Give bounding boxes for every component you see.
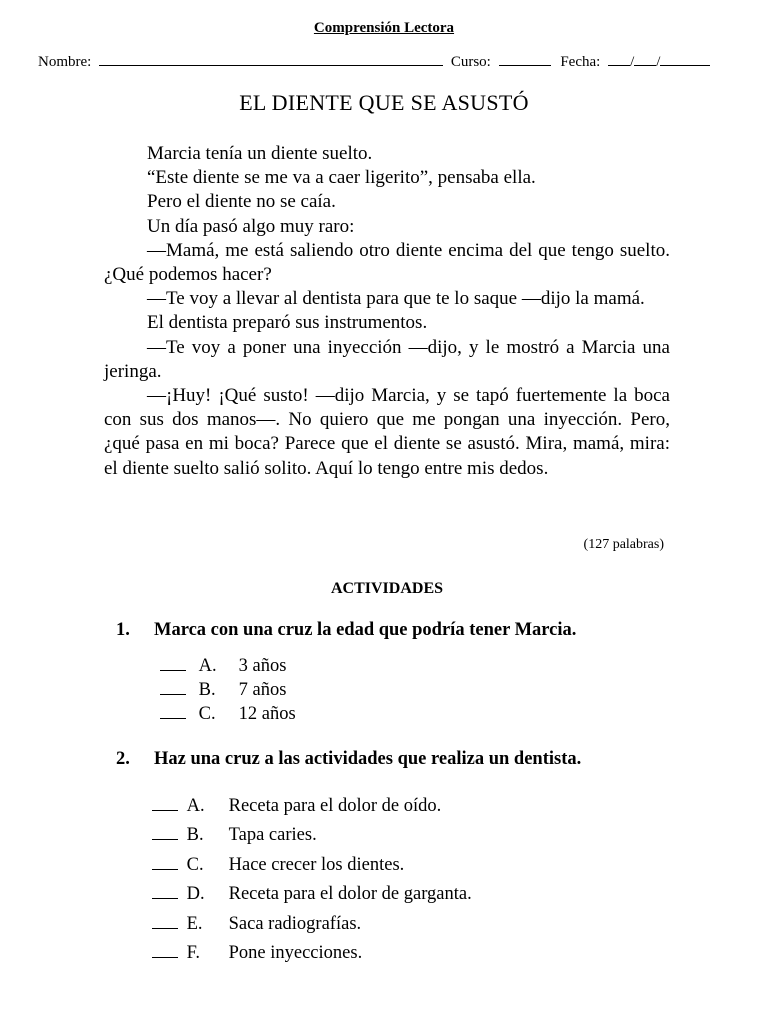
date-year-field[interactable]	[660, 52, 710, 66]
date-separator: /	[656, 54, 661, 70]
date-month-field[interactable]	[634, 52, 656, 66]
story-paragraph: Un día pasó algo muy raro:	[147, 215, 355, 237]
q2-option-a	[152, 796, 441, 817]
story-paragraph: “Este diente se me va a caer ligerito”, pensaba ella.	[147, 167, 536, 189]
option-text: 12 años	[238, 704, 296, 724]
story-paragraph: El dentista preparó sus instrumentos.	[147, 312, 428, 334]
option-text: 7 años	[238, 680, 287, 700]
question-text: Haz una cruz a las actividades que realiza un dentista.	[154, 749, 582, 769]
option-letter: C.	[186, 855, 204, 875]
date-day-field[interactable]	[608, 52, 630, 66]
option-letter: A.	[198, 656, 217, 676]
question-text: Marca con una cruz la edad que podría tener Marcia.	[154, 620, 577, 640]
answer-blank[interactable]	[152, 837, 178, 840]
student-info-row	[38, 52, 728, 71]
option-text: Saca radiografías.	[228, 914, 362, 934]
option-text: Hace crecer los dientes.	[228, 855, 405, 875]
story-paragraph: —¡Huy! ¡Qué susto! —dijo Marcia, y se tapó fuertemente la boca con sus dos manos—. No quiero que me pongan una inyección. Pero, ¿qué pasa en mi boca? Parece que el diente se asustó. Mira, mamá, mira: el diente suelto salió solito. Aquí lo tengo entre mis dedos.	[104, 385, 670, 479]
course-field[interactable]	[499, 52, 551, 66]
q2-option-f	[152, 943, 362, 964]
story-title: EL DIENTE QUE SE ASUSTÓ	[239, 90, 529, 115]
question-2	[116, 749, 581, 770]
option-text: Receta para el dolor de oído.	[228, 796, 442, 816]
date-separator: /	[630, 54, 635, 70]
worksheet-title: Comprensión Lectora	[313, 20, 455, 36]
q2-option-e	[152, 914, 361, 935]
name-label: Nombre:	[38, 54, 92, 70]
answer-blank[interactable]	[160, 716, 186, 719]
answer-blank[interactable]	[152, 896, 178, 899]
option-text: 3 años	[238, 656, 287, 676]
q1-option-a	[160, 656, 286, 677]
q2-option-d	[152, 884, 472, 905]
answer-blank[interactable]	[152, 867, 178, 870]
story-paragraph: —Te voy a llevar al dentista para que te lo saque —dijo la mamá.	[147, 288, 645, 310]
option-letter: B.	[186, 825, 204, 845]
name-field[interactable]	[99, 52, 443, 66]
word-count: (127 palabras)	[583, 537, 664, 552]
option-letter: F.	[186, 943, 201, 963]
q2-option-b	[152, 825, 317, 846]
answer-blank[interactable]	[160, 668, 186, 671]
option-letter: C.	[198, 704, 216, 724]
story-paragraph: Marcia tenía un diente suelto.	[147, 143, 373, 164]
date-label: Fecha:	[560, 54, 601, 70]
answer-blank[interactable]	[160, 692, 186, 695]
q1-option-b	[160, 680, 286, 701]
option-letter: A.	[186, 796, 205, 816]
option-letter: B.	[198, 680, 216, 700]
q2-option-c	[152, 855, 404, 876]
answer-blank[interactable]	[152, 808, 178, 811]
option-letter: E.	[186, 914, 203, 934]
question-number: 2.	[116, 749, 130, 769]
option-text: Tapa caries.	[228, 825, 317, 845]
story-paragraph: —Te voy a poner una inyección —dijo, y le mostró a Marcia una jeringa.	[104, 336, 670, 382]
option-text: Pone inyecciones.	[228, 943, 363, 963]
answer-blank[interactable]	[152, 926, 178, 929]
story-paragraph: —Mamá, me está saliendo otro diente encima del que tengo suelto. ¿Qué podemos hacer?	[104, 239, 670, 286]
story-paragraph: Pero el diente no se caía.	[147, 191, 336, 213]
question-number: 1.	[116, 620, 130, 640]
q1-option-c	[160, 704, 296, 725]
option-letter: D.	[186, 884, 205, 904]
story-text	[104, 142, 670, 481]
answer-blank[interactable]	[152, 955, 178, 958]
activities-title: ACTIVIDADES	[330, 580, 444, 597]
question-1	[116, 620, 576, 641]
option-text: Receta para el dolor de garganta.	[228, 884, 472, 904]
course-label: Curso:	[450, 54, 491, 70]
